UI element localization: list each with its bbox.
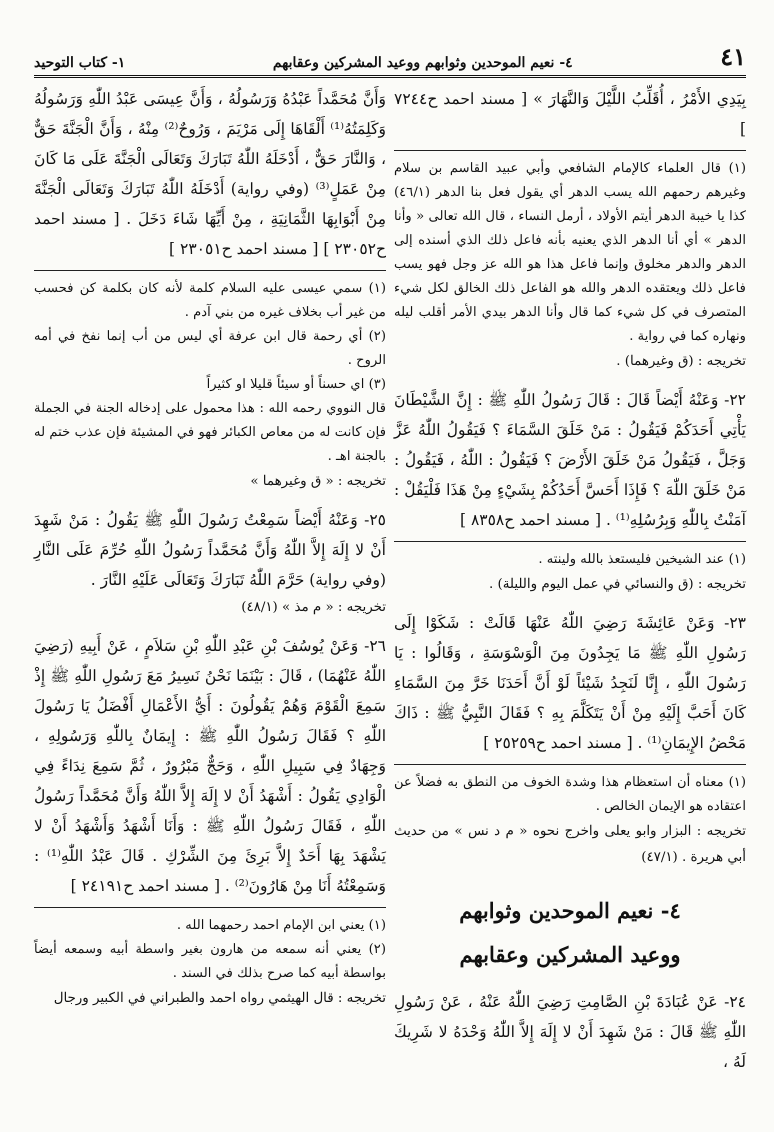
takhrij: تخريجه : البزار وابو يعلى واخرج نحوه « م د نس » من حديث أبي هريرة . (٤٧/١) [394, 824, 746, 865]
right-column [394, 84, 746, 1077]
footnote-divider [34, 907, 386, 908]
takhrij: تخريجه : قال الهيثمي رواه احمد والطبراني في الكبير ورجال [53, 991, 386, 1006]
footnote: (١) قال العلماء كالإمام الشافعي وأبي عبيد القاسم بن سلام وغيرهم رحمهم الله يسب الدهر أي يقول فعل بنا الدهر (٤٦/١) كذا يا خيبة الدهر أيتم الأولاد ، أرمل النساء ، قال الله تعالى « وأنا الدهر » أي أنا الدهر الذي يعنيه بأنه فاعل ذلك الذي أسنده إلى الدهر والدهر مخلوق وإنما فاعل هذا هو الله عز وجل فهو يسب فاعل ذلك ويعتقده الدهر والله هو الفاعل ذلك الخالق لكل شيء المتصرف في كل شيء كما قال وأنا الدهر بيدي الأمر أقلب ليله ونهاره كما في رواية . [394, 161, 746, 344]
footnote: (٢) أي رحمة قال ابن عرفة أي ليس من أب إنما نفخ في أمه الروح . [34, 329, 386, 368]
footnote: (٣) اي حسناً أو سيئاً قليلا او كثيراً [206, 377, 386, 392]
footnote: (٢) يعني أنه سمعه من هارون بغير واسطة أبيه وسمعه أيضاً بواسطة أبيه كما صرح بذلك في السند . [34, 942, 386, 981]
footnote: (١) عند الشيخين فليستعذ بالله ولينته . [538, 552, 746, 567]
takhrij: تخريجه : « ق وغيرهما » [250, 474, 386, 489]
footnote: (١) معناه أن استعظام هذا وشدة الخوف من النطق به فضلاً عن اعتقاده هو الإيمان الخالص . [394, 775, 746, 814]
takhrij: تخريجه : (ق والنسائي في عمل اليوم والليلة) . [488, 577, 746, 592]
footnote-divider [34, 270, 386, 271]
hadith-24-continued: وَأَنَّ مُحَمَّداً عَبْدُهُ وَرَسُولُهُ ، وَأَنَّ عِيسَى عَبْدُ اللّٰهِ وَرَسُولُهُ وَكَلِمَتُهُ⁽¹⁾ أَلْقَاهَا إِلَى مَرْيَمَ ، وَرُوحٌ⁽²⁾ مِنْهُ ، وَأَنَّ الْجَنَّةَ حَقٌّ ، وَالنَّارَ حَقٌّ ، أَدْخَلَهُ اللّٰهُ تَبَارَكَ وَتَعَالَى الْجَنَّةَ عَلَى مَا كَانَ مِنْ عَمَلٍ⁽³⁾ (وفي رواية) أَدْخَلَهُ اللّٰهُ تَبَارَكَ وَتَعَالَى الْجَنَّةَ مِنْ أَبْوَابِهَا الثَّمَانِيَةِ ، مِنْ أَيِّهَا شَاءَ دَخَلَ . [ مسند احمد ح٢٣٠٥٢ ] [ مسند احمد ح٢٣٠٥١ ] [34, 90, 386, 258]
hadith-26: ٢٦- وَعَنْ يُوسُفَ بْنِ عَبْدِ اللّٰهِ بْنِ سَلاَمٍ ، عَنْ أَبِيهِ (رَضِيَ اللّٰهُ عَنْهُمَا) ، قَالَ : بَيْنَمَا نَحْنُ نَسِيرُ مَعَ رَسُولِ اللّٰهِ ﷺ إِذْ سَمِعَ الْقَوْمَ وَهُمْ يَقُولُونَ : أَيُّ الأَعْمَالِ أَفْضَلُ يَا رَسُولَ اللّٰهِ ؟ فَقَالَ رَسُولُ اللّٰهِ ﷺ : إِيمَانٌ بِاللّٰهِ وَرَسُولِهِ ، وَجِهَادٌ فِي سَبِيلِ اللّٰهِ ، وَحَجٌّ مَبْرُورٌ ، ثُمَّ سَمِعَ نِدَاءً فِي الْوَادِي يَقُولُ : أَشْهَدُ أَنْ لا إِلَهَ إِلاَّ اللّٰهُ وَأَنَّ مُحَمَّداً رَسُولُ اللّٰهِ ، فَقَالَ رَسُولُ اللّٰهِ ﷺ : وَأَنَا أَشْهَدُ وَأَشْهَدُ أَنْ لا يَشْهَدَ بِهَا أَحَدٌ إِلاَّ بَرِئَ مِنَ الشِّرْكِ . قَالَ عَبْدُ اللّٰهِ⁽¹⁾ : وَسَمِعْتُهُ أَنَا مِنْ هَارُونَ⁽²⁾ . [ مسند احمد ح٢٤١٩١ ] [34, 637, 386, 895]
footnote-divider [394, 150, 746, 151]
page-number: ٤١ [720, 42, 746, 71]
running-title: ٤- نعيم الموحدين وثوابهم ووعيد المشركين وعقابهم [272, 55, 573, 71]
hadith-24: ٢٤- عَنْ عُبَادَةَ بْنِ الصَّامِتِ رَضِيَ اللّٰهُ عَنْهُ ، عَنْ رَسُولِ اللّٰهِ ﷺ قَالَ : مَنْ شَهِدَ أَنْ لا إِلَهَ إِلاَّ اللّٰهُ وَحْدَهُ لا شَرِيكَ لَهُ ، [394, 993, 746, 1071]
takhrij: تخريجه : (ق وغيرهما) . [616, 354, 746, 369]
left-column [34, 84, 386, 1012]
hadith-25: ٢٥- وَعَنْهُ أَيْضاً سَمِعْتُ رَسُولَ اللّٰهِ ﷺ يَقُولُ : مَنْ شَهِدَ أَنْ لا إِلَهَ إِلاَّ اللّٰهُ وَأَنَّ مُحَمَّداً رَسُولُ اللّٰهِ حُرِّمَ عَلَى النَّارِ (وفي رواية) حَرَّمَ اللّٰهُ تَبَارَكَ وَتَعَالَى عَلَيْهِ النَّارَ . [34, 511, 386, 589]
footnote: قال النووي رحمه الله : هذا محمول على إدخاله الجنة في الجملة فإن كانت له من معاص الكبائر فهو في المشيئة فإن عذب ختم له بالجنة اهـ . [34, 401, 386, 464]
hadith-text: بِيَدِي الأَمْرُ ، أُقَلِّبُ اللَّيْلَ وَالنَّهَارَ » [ مسند احمد ح٧٢٤٤ ] [394, 90, 746, 138]
footnote: (١) يعني ابن الإمام احمد رحمهما الله . [176, 918, 386, 933]
running-header [34, 38, 746, 78]
footnote-divider [394, 764, 746, 765]
hadith-23: ٢٣- وَعَنْ عَائِشَةَ رَضِيَ اللّٰهُ عَنْهَا قَالَتْ : شَكَوْا إِلَى رَسُولِ اللّٰهِ ﷺ مَا يَجِدُونَ مِنَ الْوَسْوَسَةِ ، وَقَالُوا : يَا رَسُولَ اللّٰهِ ، إِنَّا لَنَجِدُ شَيْئاً لَوْ أَنَّ أَحَدَنَا خَرَّ مِنَ السَّمَاءِ كَانَ أَحَبَّ إِلَيْهِ مِنْ أَنْ يَتَكَلَّمَ بِهِ ؟ فَقَالَ النَّبِيُّ ﷺ : ذَاكَ مَحْضُ الإِيمَانِ⁽¹⁾ . [ مسند احمد ح٢٥٢٥٩ ] [394, 614, 746, 752]
chapter-title: ووعيد المشركين وعقابهم [459, 942, 681, 967]
footnote: (١) سمي عيسى عليه السلام كلمة لأنه كان بكلمة كن فحسب من غير أب بخلاف غيره من بني آدم . [34, 281, 386, 320]
chapter-title: ٤- نعيم الموحدين وثوابهم [459, 898, 681, 923]
hadith-22: ٢٢- وَعَنْهُ أَيْضاً قَالَ : قَالَ رَسُولُ اللّٰهِ ﷺ : إِنَّ الشَّيْطَانَ يَأْتِي أَحَدَكُمْ فَيَقُولُ : مَنْ خَلَقَ السَّمَاءَ ؟ فَيَقُولُ اللّٰهُ عَزَّ وَجَلَّ ، فَيَقُولُ مَنْ خَلَقَ الأَرْضَ ؟ فَيَقُولُ : اللّٰهُ ، فَيَقُولُ : مَنْ خَلَقَ اللّٰهَ ؟ فَإِذَا أَحَسَّ أَحَدُكُمْ بِشَيْءٍ مِنْ هَذَا فَلْيَقُلْ : آمَنْتُ بِاللّٰهِ وَبِرُسُلِهِ⁽¹⁾ . [ مسند احمد ح٨٣٥٨ ] [394, 391, 746, 529]
book-title: ١- كتاب التوحيد [34, 55, 126, 71]
takhrij: تخريجه : « م مذ » (٤٨/١) [241, 600, 386, 615]
footnote-divider [394, 541, 746, 542]
